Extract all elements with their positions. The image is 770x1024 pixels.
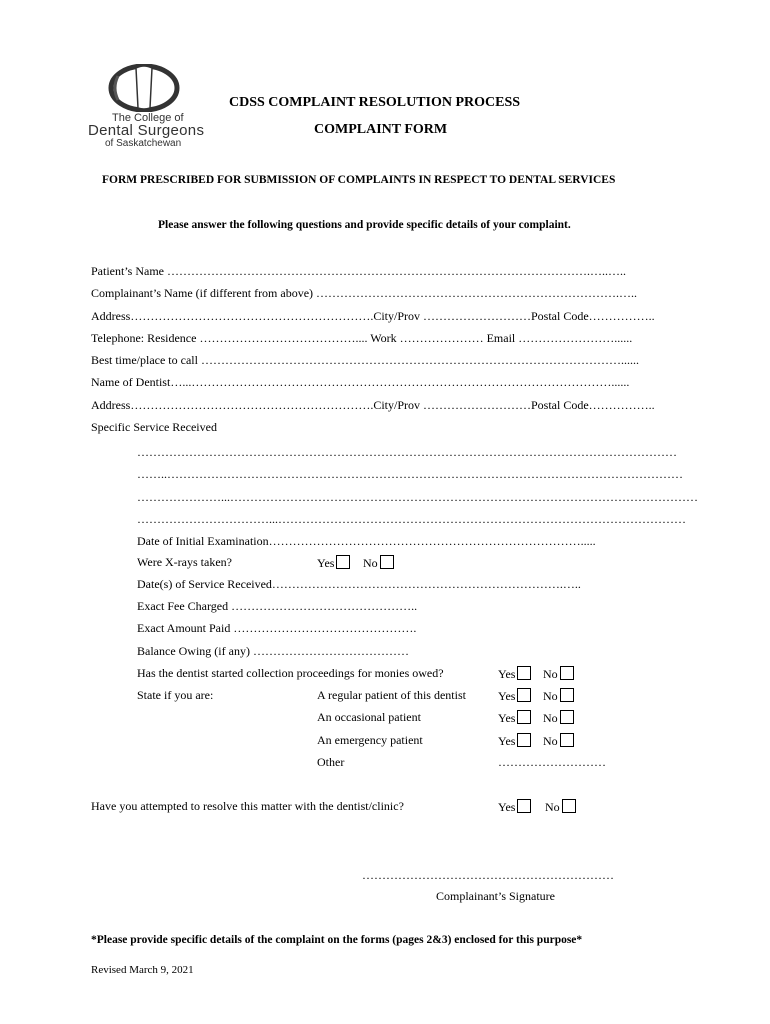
other-label: Other [317,755,345,769]
instruction-text: Please answer the following questions and provide specific details of your complaint. [158,219,571,231]
yes-label: Yes [498,689,516,703]
tooth-crest-icon [108,64,180,112]
no-label: No [543,711,558,725]
form-title: CDSS COMPLAINT RESOLUTION PROCESS [229,95,521,110]
xrays-yes[interactable] [317,555,350,569]
other-field[interactable]: ……………………… [498,755,606,769]
xrays-label: Were X-rays taken? [137,555,232,569]
resolve-question: Have you attempted to resolve this matter with the dentist/clinic? [91,799,404,813]
complainant-address-field[interactable]: Address…………………………………………………….City/Prov ………………………Postal Code…………….. [91,309,655,323]
logo-line-1: The College of [112,112,184,124]
xrays-no-checkbox[interactable] [380,555,394,569]
best-time-field[interactable]: Best time/place to call ……………………………………………………………………………………………...... [91,353,639,367]
regular-no[interactable] [543,688,574,702]
revised-date: Revised March 9, 2021 [91,964,194,976]
xrays-yes-checkbox[interactable] [336,555,350,569]
occasional-no[interactable] [543,710,574,724]
regular-no-checkbox[interactable] [560,688,574,702]
occasional-yes-checkbox[interactable] [517,710,531,724]
form-subtitle: COMPLAINT FORM [314,122,448,137]
no-label: No [543,734,558,748]
no-label: No [363,556,378,570]
date-service-field[interactable]: Date(s) of Service Received……………………………………………………………….….. [137,577,581,591]
balance-owing-field[interactable]: Balance Owing (if any) ………………………………… [137,644,409,658]
logo-line-3: of Saskatchewan [105,138,182,149]
regular-patient-label: A regular patient of this dentist [317,688,466,702]
date-initial-exam-field[interactable]: Date of Initial Examination……………………………………………………………………..... [137,534,596,548]
service-line-3[interactable]: …………………...……………………………………………………………………………………………………… [137,490,698,504]
occasional-no-checkbox[interactable] [560,710,574,724]
complainant-name-field[interactable]: Complainant’s Name (if different from above) ………………………………………………………………….….. [91,286,638,300]
regular-yes[interactable] [498,688,531,702]
yes-label: Yes [498,711,516,725]
regular-yes-checkbox[interactable] [517,688,531,702]
patient-name-field[interactable]: Patient’s Name …………………………………………………………………………………………….…..….. [91,264,626,278]
yes-label: Yes [498,667,516,681]
occasional-patient-label: An occasional patient [317,710,421,724]
yes-label: Yes [498,734,516,748]
exact-fee-field[interactable]: Exact Fee Charged ……………………………………….. [137,599,418,613]
signature-label: Complainant’s Signature [436,889,555,903]
collection-question: Has the dentist started collection proceedings for monies owed? [137,666,444,680]
service-line-4[interactable]: ……………………………...………………………………………………………………………………………… [137,512,686,526]
service-line-2[interactable]: ……..………………………………………………………………………………………………………………… [137,467,683,481]
yes-label: Yes [317,556,335,570]
emergency-yes-checkbox[interactable] [517,733,531,747]
collection-yes-checkbox[interactable] [517,666,531,680]
collection-no[interactable] [543,666,574,680]
footer-note: *Please provide specific details of the complaint on the forms (pages 2&3) enclosed for this purpose* [91,934,583,946]
dentist-name-field[interactable]: Name of Dentist…...……………………………………………………………………………………………...... [91,375,630,389]
emergency-yes[interactable] [498,733,531,747]
dentist-address-field[interactable]: Address…………………………………………………….City/Prov ………………………Postal Code…………….. [91,398,655,412]
service-line-1[interactable]: ……………………………………………………………………………………………………………………… [137,445,677,459]
service-label: Specific Service Received [91,420,217,434]
emergency-no[interactable] [543,733,574,747]
logo-line-2: Dental Surgeons [88,122,205,139]
college-logo [88,60,208,150]
no-label: No [545,800,560,814]
collection-yes[interactable] [498,666,531,680]
prescribed-heading: FORM PRESCRIBED FOR SUBMISSION OF COMPLAINTS IN RESPECT TO DENTAL SERVICES [102,174,616,186]
xrays-no[interactable] [363,555,394,569]
occasional-yes[interactable] [498,710,531,724]
no-label: No [543,689,558,703]
emergency-no-checkbox[interactable] [560,733,574,747]
emergency-patient-label: An emergency patient [317,733,423,747]
resolve-no-checkbox[interactable] [562,799,576,813]
exact-paid-field[interactable]: Exact Amount Paid ………………………………………. [137,621,417,635]
telephone-field[interactable]: Telephone: Residence ………………………………….... Work ………………… Email ……………………...... [91,331,633,345]
signature-line[interactable]: ……………………………………………………… [362,868,614,882]
resolve-yes-checkbox[interactable] [517,799,531,813]
no-label: No [543,667,558,681]
resolve-yes[interactable] [498,799,531,813]
state-label: State if you are: [137,688,214,702]
resolve-no[interactable] [545,799,576,813]
yes-label: Yes [498,800,516,814]
collection-no-checkbox[interactable] [560,666,574,680]
